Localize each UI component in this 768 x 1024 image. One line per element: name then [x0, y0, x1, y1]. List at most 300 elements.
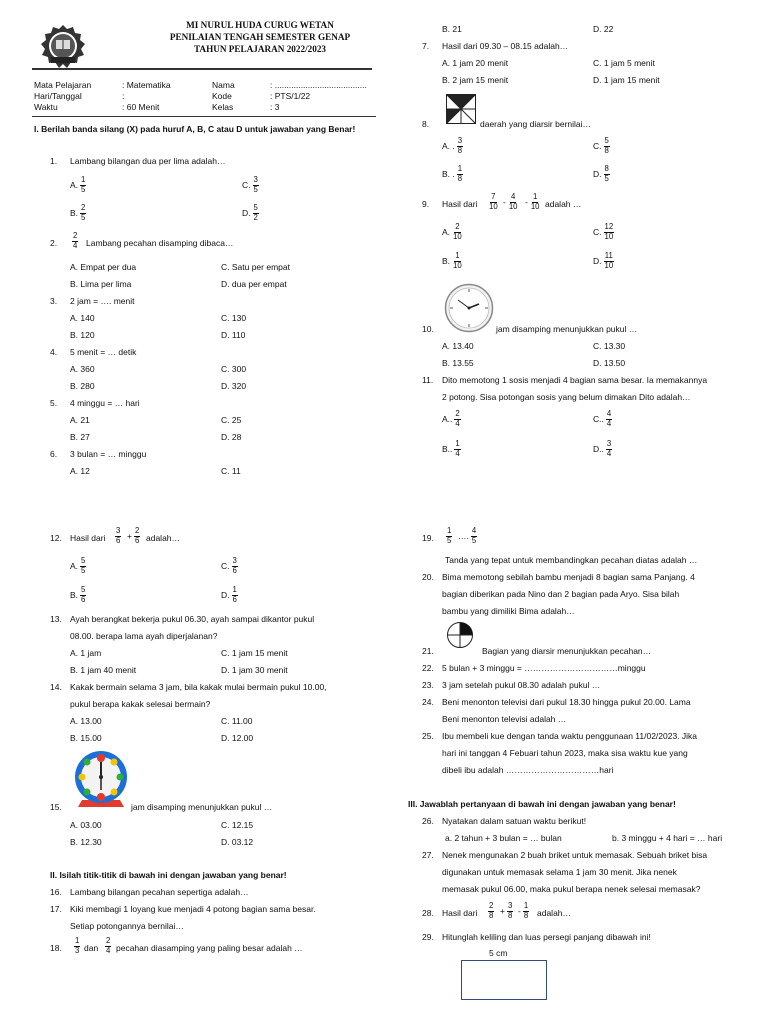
q24-number: 24. — [422, 697, 434, 707]
fraction-prefix: A. — [70, 561, 79, 571]
q5-text: 4 minggu = … hari — [70, 398, 140, 408]
q9-option-b — [442, 252, 465, 270]
q5-option-b: B. 27 — [70, 432, 90, 442]
q27-text-line-1: Nenek mengunakan 2 buah briket untuk memasak. Sebuah briket bisa — [442, 850, 708, 860]
q6-option-c: C. 11 — [221, 466, 241, 476]
value-name: : ....................................... — [270, 80, 367, 90]
q14-option-c: C. 11.00 — [221, 716, 253, 726]
q8-option-d — [593, 165, 612, 183]
q26-number: 26. — [422, 816, 434, 826]
q11-text-line-2: 2 potong. Sisa potongan sosis yang belum dimakan Dito adalah… — [442, 392, 691, 402]
q9-option-c — [593, 223, 616, 241]
label-code: Kode — [212, 91, 232, 101]
fraction — [232, 586, 238, 604]
fraction — [606, 440, 612, 458]
fraction — [454, 440, 460, 458]
fraction-prefix: D. — [593, 256, 602, 266]
fraction-prefix: - — [525, 197, 528, 207]
value-code: : PTS/1/22 — [270, 91, 311, 101]
q25-number: 25. — [422, 731, 434, 741]
q6-option-a: A. 12 — [70, 466, 90, 476]
fraction-numerator: 3 — [606, 439, 612, 448]
q20-text-line-3: bambu yang dimiliki Bima adalah… — [442, 606, 575, 616]
q12-option-d — [221, 586, 240, 604]
q7-number: 7. — [422, 41, 430, 51]
fraction — [80, 557, 86, 575]
section-2-title: II. Isilah titik-titik di bawah ini dengan jawaban yang benar! — [50, 870, 287, 880]
q12-text: Hasil dari — [70, 533, 106, 543]
fraction-denominator: 8 — [457, 173, 463, 183]
fraction-prefix: B. — [70, 590, 79, 600]
q20-text-line-1: Bima memotong sebilah bambu menjadi 8 bagian sama Panjang. 4 — [442, 572, 695, 582]
fraction-prefix: C. — [242, 180, 251, 190]
fraction-denominator: 8 — [507, 910, 513, 920]
q1-option-d — [242, 204, 261, 222]
fraction-numerator: 3 — [232, 556, 237, 565]
q8-number: 8. — [422, 119, 430, 129]
q24-text-line-2: Beni menonton televisi adalah … — [442, 714, 567, 724]
fraction-prefix: B. . — [442, 169, 455, 179]
q10-option-a: A. 13.40 — [442, 341, 474, 351]
q12-fraction-2 — [127, 527, 142, 545]
q19-subtext: Tanda yang tepat untuk membandingkan pecahan diatas adalah … — [445, 555, 698, 565]
q21-number: 21. — [422, 646, 434, 656]
q3-option-c: C. 130 — [221, 313, 247, 323]
fraction — [457, 137, 463, 155]
fraction-prefix: - — [503, 197, 506, 207]
fraction-prefix: A.. — [442, 414, 453, 424]
fraction-denominator: 5 — [604, 173, 609, 183]
fraction-numerator: 3 — [253, 175, 258, 184]
q6-text: 3 bulan = … minggu — [70, 449, 147, 459]
q25-text-line-2: hari ini tanggan 4 Febuari tahun 2023, maka sisa waktu kue yang — [442, 748, 688, 758]
q25-text-line-3: dibeli ibu adalah ……………………………hari — [442, 765, 614, 775]
q15-option-b: B. 12.30 — [70, 837, 102, 847]
fraction — [134, 527, 140, 545]
fraction-denominator: 10 — [453, 231, 462, 241]
q10-option-c: C. 13.30 — [593, 341, 626, 351]
school-year: TAHUN PELAJARAN 2022/2023 — [193, 44, 327, 54]
q12-text-end: adalah… — [146, 533, 181, 543]
label-date: Hari/Tanggal — [34, 91, 82, 101]
q12-fraction-1 — [113, 527, 123, 545]
fraction-prefix: …. — [458, 531, 469, 541]
q19-fraction-1 — [444, 527, 454, 545]
q3-number: 3. — [50, 296, 58, 306]
fraction — [488, 193, 499, 211]
q13-text-line-2: 08.00. berapa lama ayah diperjalanan? — [70, 631, 218, 641]
q9-text-end: adalah … — [545, 199, 582, 209]
fraction-denominator: 4 — [606, 448, 612, 458]
fraction — [471, 527, 477, 545]
q9-fraction-1 — [486, 193, 501, 211]
q5-number: 5. — [50, 398, 58, 408]
fraction-prefix: + — [500, 906, 505, 916]
fraction-numerator: 1 — [455, 251, 460, 260]
fraction-prefix: B.. — [442, 444, 453, 454]
q13-option-b: B. 1 jam 40 menit — [70, 665, 137, 675]
q13-text-line-1: Ayah berangkat bekerja pukul 06.30, ayah sampai dikantor pukul — [70, 614, 315, 624]
fraction-prefix: C. — [593, 141, 602, 151]
fraction-numerator: 1 — [523, 901, 529, 910]
fraction-denominator: 10 — [453, 260, 462, 270]
fraction-denominator: 8 — [523, 910, 529, 920]
fraction — [604, 223, 615, 241]
shaded-circle-figure — [446, 621, 474, 649]
fraction-denominator: 6 — [232, 565, 237, 575]
fraction-numerator: 4 — [511, 192, 516, 201]
fraction-denominator: 8 — [457, 145, 463, 155]
fraction-numerator: 1 — [455, 439, 460, 448]
fraction-denominator: 2 — [253, 212, 258, 222]
q10-text: jam disamping menunjukkan pukul … — [496, 324, 638, 334]
q4-number: 4. — [50, 347, 58, 357]
label-class: Kelas — [212, 102, 234, 112]
q22-text: 5 bulan + 3 minggu = ……………………………minggu — [442, 663, 646, 673]
fraction-numerator: 1 — [232, 585, 237, 594]
fraction-numerator: 1 — [81, 175, 86, 184]
label-subject: Mata Pelajaran — [34, 80, 92, 90]
fraction — [530, 193, 541, 211]
q2-fraction — [70, 232, 80, 250]
fraction-numerator: 5 — [81, 585, 86, 594]
fraction-denominator: 4 — [455, 448, 460, 458]
fraction-prefix: B. — [442, 256, 451, 266]
q6-option-b: B. 21 — [442, 24, 462, 34]
fraction-numerator: 2 — [106, 936, 111, 945]
label-time: Waktu — [34, 102, 58, 112]
school-logo — [40, 24, 86, 70]
q9-fraction-2 — [503, 193, 521, 211]
label-name: Nama — [212, 80, 235, 90]
q14-option-d: D. 12.00 — [221, 733, 254, 743]
fraction-prefix: A. — [70, 180, 79, 190]
q28-number: 28. — [422, 908, 434, 918]
fraction — [253, 204, 259, 222]
fraction — [105, 937, 111, 955]
q28-fraction-1 — [486, 902, 496, 920]
q8-option-b — [442, 165, 465, 183]
q8-text: daerah yang diarsir bernilai… — [480, 119, 592, 129]
q7-option-d: D. 1 jam 15 menit — [593, 75, 660, 85]
q27-text-line-3: memasak pukul 06.00, maka pukul berapa nenek selesai memasak? — [442, 884, 701, 894]
fraction-prefix: B. — [70, 208, 79, 218]
fraction-denominator: 8 — [604, 145, 609, 155]
fraction-prefix: D. — [242, 208, 251, 218]
fraction-denominator: 10 — [604, 231, 614, 241]
q9-option-a — [442, 223, 465, 241]
q26-part-b: b. 3 minggu + 4 hari = … hari — [612, 833, 723, 843]
q6-option-d: D. 22 — [593, 24, 614, 34]
q11-number: 11. — [422, 375, 434, 385]
q25-text-line-1: Ibu membeli kue dengan tanda waktu penggunaan 11/02/2023. Jika — [442, 731, 698, 741]
fraction-numerator: 4 — [606, 409, 612, 418]
fraction-prefix: C. — [593, 227, 602, 237]
q4-option-b: B. 280 — [70, 381, 95, 391]
fraction-denominator: 10 — [508, 201, 518, 211]
q14-number: 14. — [50, 682, 62, 692]
q19-number: 19. — [422, 533, 434, 543]
fraction-prefix: A. . — [442, 141, 455, 151]
fraction-denominator: 6 — [116, 535, 121, 545]
q15-option-c: C. 12.15 — [221, 820, 254, 830]
header-divider — [32, 68, 372, 70]
q12-option-a — [70, 557, 88, 575]
q15-option-a: A. 03.00 — [70, 820, 102, 830]
q9-fraction-3 — [525, 193, 543, 211]
q1-number: 1. — [50, 156, 58, 166]
fraction-denominator: 10 — [530, 201, 540, 211]
q27-number: 27. — [422, 850, 434, 860]
q3-text: 2 jam = …. menit — [70, 296, 135, 306]
q4-option-a: A. 360 — [70, 364, 95, 374]
q12-option-b — [70, 586, 88, 604]
q5-option-a: A. 21 — [70, 415, 90, 425]
q6-number: 6. — [50, 449, 58, 459]
q20-text-line-2: bagian diberikan pada Nino dan 2 bagian pada Aryo. Sisa bilah — [442, 589, 680, 599]
fraction-prefix: D.. — [593, 444, 604, 454]
exam-name: PENILAIAN TENGAH SEMESTER GENAP — [169, 32, 351, 42]
q5-option-d: D. 28 — [221, 432, 242, 442]
q11-option-b — [442, 440, 463, 458]
fraction-denominator: 6 — [134, 535, 140, 545]
fraction-numerator: 1 — [457, 164, 463, 173]
q1-text: Lambang bilangan dua per lima adalah… — [70, 156, 226, 166]
fraction-numerator: 3 — [116, 526, 121, 535]
fraction-denominator: 5 — [81, 184, 86, 194]
fraction — [523, 902, 529, 920]
q28-fraction-2 — [500, 902, 515, 920]
fraction — [80, 176, 86, 194]
q28-fraction-3 — [518, 902, 531, 920]
q2-number: 2. — [50, 238, 58, 248]
q13-option-a: A. 1 jam — [70, 648, 102, 658]
q22-number: 22. — [422, 663, 434, 673]
fraction-numerator: 2 — [455, 222, 460, 231]
fraction-denominator: 6 — [81, 594, 86, 604]
q8-option-a — [442, 137, 465, 155]
q1-option-c — [242, 176, 261, 194]
toy-clock-figure — [72, 750, 130, 808]
fraction — [508, 193, 519, 211]
fraction-denominator: 5 — [253, 184, 258, 194]
fraction-numerator: 3 — [507, 901, 513, 910]
q18-number: 18. — [50, 943, 62, 953]
q9-number: 9. — [422, 199, 430, 209]
fraction-numerator: 11 — [604, 251, 613, 260]
fraction-prefix: + — [127, 531, 132, 541]
fraction-numerator: 5 — [604, 136, 609, 145]
q26-part-a: a. 2 tahun + 3 bulan = … bulan — [445, 833, 562, 843]
q14-option-b: B. 15.00 — [70, 733, 102, 743]
q3-option-b: B. 120 — [70, 330, 95, 340]
q10-number: 10. — [422, 324, 434, 334]
q18-fraction-1 — [72, 937, 82, 955]
value-class: : 3 — [270, 102, 280, 112]
q7-option-a: A. 1 jam 20 menit — [442, 58, 509, 68]
fraction-numerator: 5 — [253, 203, 258, 212]
fraction-denominator: 8 — [489, 910, 494, 920]
fraction-denominator: 5 — [447, 535, 452, 545]
q28-text: Hasil dari — [442, 908, 478, 918]
q17-number: 17. — [50, 904, 62, 914]
q10-option-b: B. 13.55 — [442, 358, 474, 368]
value-subject: : Matematika — [122, 80, 171, 90]
q11-text-line-1: Dito memotong 1 sosis menjadi 4 bagian sama besar. Ia memakannya — [442, 375, 708, 385]
q23-text: 3 jam setelah pukul 08.30 adalah pukul … — [442, 680, 601, 690]
q18-text-mid: dan — [84, 943, 99, 953]
q1-option-a — [70, 176, 88, 194]
q13-option-d: D. 1 jam 30 menit — [221, 665, 288, 675]
fraction-numerator: 2 — [489, 901, 494, 910]
q27-text-line-2: digunakan untuk memasak selama 1 jam 30 menit. Jika nenek — [442, 867, 677, 877]
fraction — [72, 232, 78, 250]
fraction — [115, 527, 121, 545]
q18-text-end: pecahan diasamping yang paling besar adalah … — [116, 943, 303, 953]
q12-number: 12. — [50, 533, 62, 543]
fraction-prefix: D. — [593, 169, 602, 179]
fraction-numerator: 2 — [81, 203, 86, 212]
school-name: MI NURUL HUDA CURUG WETAN — [186, 20, 334, 30]
q18-fraction-2 — [103, 937, 113, 955]
q7-option-b: B. 2 jam 15 menit — [442, 75, 509, 85]
q11-option-c — [593, 410, 614, 428]
fraction-prefix: C. — [221, 561, 230, 571]
rectangle-width-label: 5 cm — [489, 948, 508, 958]
fraction-numerator: 8 — [604, 164, 609, 173]
q2-text: Lambang pecahan disamping dibaca… — [86, 238, 234, 248]
q15-text: jam disamping menunjukkan pukul … — [131, 802, 273, 812]
q26-text: Nyatakan dalam satuan waktu berikut! — [442, 816, 587, 826]
fraction-numerator: 5 — [81, 556, 86, 565]
q19-fraction-2 — [458, 527, 479, 545]
q16-number: 16. — [50, 887, 62, 897]
rectangle-figure — [461, 960, 547, 1000]
fraction — [74, 937, 80, 955]
fraction-denominator: 3 — [75, 945, 80, 955]
fraction-numerator: 2 — [134, 526, 140, 535]
q13-number: 13. — [50, 614, 62, 624]
q2-option-a: A. Empat per dua — [70, 262, 137, 272]
fraction-numerator: 1 — [533, 192, 538, 201]
analog-clock-figure — [444, 283, 494, 333]
fraction — [253, 176, 259, 194]
q7-text: Hasil dari 09.30 – 08.15 adalah… — [442, 41, 569, 51]
fraction — [604, 165, 610, 183]
fraction-denominator: 5 — [471, 535, 477, 545]
q11-option-d — [593, 440, 614, 458]
q21-text: Bagian yang diarsir menunjukkan pecahan… — [482, 646, 652, 656]
q3-option-d: D. 110 — [221, 330, 246, 340]
q17-text-line-1: Kiki membagi 1 loyang kue menjadi 4 potong bagian sama besar. — [70, 904, 316, 914]
q15-option-d: D. 03.12 — [221, 837, 254, 847]
q24-text-line-1: Beni menonton televisi dari pukul 18.30 hingga pukul 20.00. Lama — [442, 697, 691, 707]
fraction-numerator: 2 — [455, 409, 460, 418]
fraction-prefix: A. — [442, 227, 451, 237]
value-date: : — [122, 91, 125, 101]
q20-number: 20. — [422, 572, 434, 582]
fraction — [488, 902, 494, 920]
fraction-denominator: 4 — [106, 945, 111, 955]
section-1-title: I. Berilah banda silang (X) pada huruf A, B, C atau D untuk jawaban yang Benar! — [34, 124, 356, 134]
fraction-denominator: 5 — [81, 565, 86, 575]
fraction-denominator: 6 — [232, 594, 237, 604]
fraction — [446, 527, 452, 545]
q4-text: 5 menit = … detik — [70, 347, 137, 357]
q14-text-line-1: Kakak bermain selama 3 jam, bila kakak mulai bermain pukul 10.00, — [70, 682, 327, 692]
q14-text-line-2: pukul berapa kakak selesai bermain? — [70, 699, 211, 709]
fraction-denominator: 4 — [455, 418, 460, 428]
q5-option-c: C. 25 — [221, 415, 242, 425]
q2-option-b: B. Lima per lima — [70, 279, 132, 289]
value-time: : 60 Menit — [122, 102, 160, 112]
fraction-numerator: 4 — [471, 526, 477, 535]
fraction-numerator: 1 — [75, 936, 80, 945]
fraction-numerator: 12 — [604, 222, 614, 231]
fraction — [604, 137, 610, 155]
q12-option-c — [221, 557, 240, 575]
fraction-denominator: 4 — [73, 240, 78, 250]
fraction — [232, 557, 238, 575]
fraction — [454, 410, 460, 428]
q13-option-c: C. 1 jam 15 menit — [221, 648, 288, 658]
fraction — [452, 223, 463, 241]
q3-option-a: A. 140 — [70, 313, 95, 323]
q11-option-a — [442, 410, 463, 428]
fraction — [80, 586, 86, 604]
fraction-numerator: 1 — [447, 526, 452, 535]
q8-option-c — [593, 137, 612, 155]
fraction-numerator: 3 — [457, 136, 463, 145]
fraction — [80, 204, 86, 222]
fraction-numerator: 2 — [73, 231, 78, 240]
fraction-prefix: D. — [221, 590, 230, 600]
info-divider — [32, 116, 376, 117]
fraction — [507, 902, 513, 920]
section-3-title: III. Jawablah pertanyaan di bawah ini dengan jawaban yang benar! — [408, 799, 676, 809]
fraction — [606, 410, 612, 428]
q10-option-d: D. 13.50 — [593, 358, 626, 368]
q15-number: 15. — [50, 802, 62, 812]
q2-option-c: C. Satu per empat — [221, 262, 290, 272]
q4-option-d: D. 320 — [221, 381, 247, 391]
fraction-denominator: 10 — [604, 260, 614, 270]
fraction-numerator: 7 — [491, 192, 496, 201]
q4-option-c: C. 300 — [221, 364, 247, 374]
fraction-prefix: C.. — [593, 414, 604, 424]
q29-number: 29. — [422, 932, 434, 942]
q17-text-line-2: Setiap potongannya bernilai… — [70, 921, 184, 931]
q23-number: 23. — [422, 680, 434, 690]
fraction — [604, 252, 615, 270]
fraction-denominator: 5 — [81, 212, 86, 222]
q2-option-d: D. dua per empat — [221, 279, 287, 289]
q14-option-a: A. 13.00 — [70, 716, 102, 726]
q28-text-end: adalah… — [537, 908, 572, 918]
q29-text: Hitunglah keliling dan luas persegi panjang dibawah ini! — [442, 932, 651, 942]
q7-option-c: C. 1 jam 5 menit — [593, 58, 655, 68]
fraction-denominator: 4 — [606, 418, 612, 428]
q9-text: Hasil dari — [442, 199, 478, 209]
q1-option-b — [70, 204, 88, 222]
fraction-prefix: - — [518, 906, 521, 916]
fraction-denominator: 10 — [489, 201, 498, 211]
q16-text: Lambang bilangan pecahan sepertiga adalah… — [70, 887, 249, 897]
fraction — [452, 252, 463, 270]
q9-option-d — [593, 252, 616, 270]
fraction — [457, 165, 463, 183]
shaded-square-figure — [446, 94, 476, 124]
